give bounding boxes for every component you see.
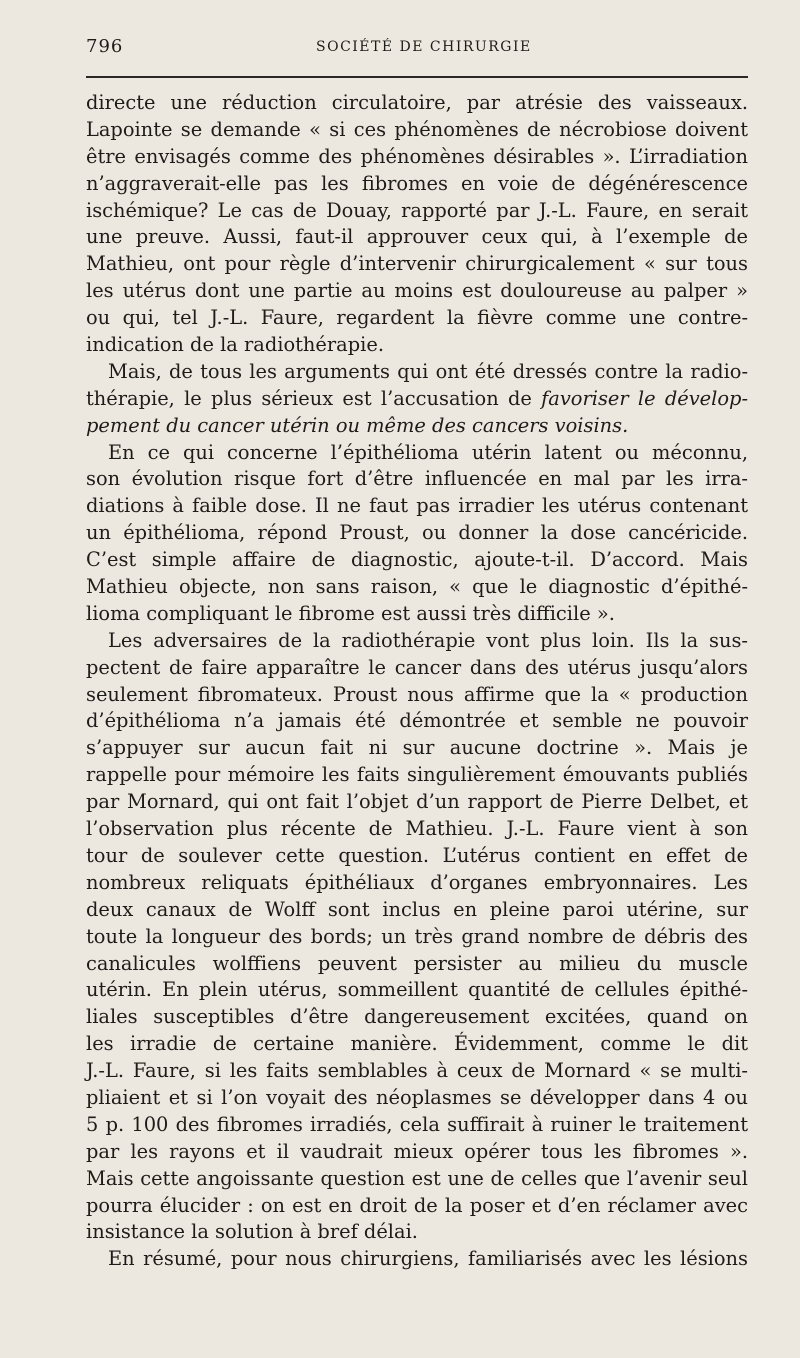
- emphasis-line: pement du cancer utérin ou même des cancers voisins.: [86, 413, 629, 437]
- text-line: Mais cette angoissante question est une de celles que l’avenir seul: [86, 1166, 748, 1190]
- text-line: l’observation plus récente de Mathieu. J.-L. Faure vient à son: [86, 817, 748, 841]
- text-line: un épithélioma, répond Proust, ou donner la dose cancéricide.: [86, 521, 748, 545]
- text-line: pourra élucider : on est en droit de la poser et d’en réclamer avec: [86, 1193, 748, 1217]
- text-line: C’est simple affaire de diagnostic, ajoute-t-il. D’accord. Mais: [86, 548, 748, 572]
- text-line: utérin. En plein utérus, sommeillent quantité de cellules épithé-: [86, 978, 748, 1002]
- text-line: directe une réduction circulatoire, par atrésie des vaisseaux.: [86, 91, 748, 114]
- emphasis-text: favoriser le dévelop-: [541, 386, 748, 410]
- body-text: [86, 90, 748, 1273]
- text-line: insistance la solution à bref délai.: [86, 1220, 418, 1244]
- text-line: Mathieu, ont pour règle d’intervenir chirurgicalement « sur tous: [86, 252, 748, 276]
- page-number: 796: [86, 36, 124, 57]
- text-line: diations à faible dose. Il ne faut pas irradier les utérus contenant: [86, 494, 748, 518]
- text-line: indication de la radiothérapie.: [86, 333, 384, 357]
- text-line: toute la longueur des bords; un très grand nombre de débris des: [86, 924, 748, 948]
- text-line: En résumé, pour nous chirurgiens, familiarisés avec les lésions: [108, 1247, 748, 1271]
- text-line: son évolution risque fort d’être influencée en mal par les irra-: [86, 467, 748, 491]
- text-line: En ce qui concerne l’épithélioma utérin latent ou méconnu,: [108, 440, 748, 464]
- text-line: n’aggraverait-elle pas les fibromes en voie de dégénérescence: [86, 171, 748, 195]
- header-rule: [86, 76, 748, 78]
- text-line: être envisagés comme des phénomènes désirables ». L’irradiation: [86, 144, 748, 168]
- text-line: Les adversaires de la radiothérapie vont plus loin. Ils la sus-: [108, 628, 748, 652]
- text-line: canalicules wolffiens peuvent persister au milieu du muscle: [86, 951, 748, 975]
- text-line: d’épithélioma n’a jamais été démontrée et semble ne pouvoir: [86, 709, 748, 733]
- text-line: rappelle pour mémoire les faits singulièrement émouvants publiés: [86, 763, 748, 787]
- text-line: Mais, de tous les arguments qui ont été dressés contre la radio-: [108, 359, 748, 383]
- text-line: ou qui, tel J.-L. Faure, regardent la fièvre comme une contre-: [86, 306, 748, 330]
- text-line: les irradie de certaine manière. Évidemment, comme le dit: [86, 1032, 748, 1056]
- text-line: par les rayons et il vaudrait mieux opérer tous les fibromes ».: [86, 1139, 748, 1163]
- text-line: Mathieu objecte, non sans raison, « que le diagnostic d’épithé-: [86, 575, 748, 599]
- text-line: ischémique? Le cas de Douay, rapporté par J.-L. Faure, en serait: [86, 198, 748, 222]
- text-line: s’appuyer sur aucun fait ni sur aucune doctrine ». Mais je: [86, 736, 748, 760]
- text-line: Lapointe se demande « si ces phénomènes de nécrobiose doivent: [86, 117, 748, 141]
- text-line: deux canaux de Wolff sont inclus en pleine paroi utérine, sur: [86, 897, 748, 921]
- text-line: seulement fibromateux. Proust nous affirme que la « production: [86, 682, 748, 706]
- text-segment: thérapie, le plus sérieux est l’accusation de: [86, 386, 532, 410]
- text-line: tour de soulever cette question. L’utérus contient en effet de: [86, 843, 748, 867]
- text-line: par Mornard, qui ont fait l’objet d’un rapport de Pierre Delbet, et: [86, 790, 748, 814]
- text-line: pectent de faire apparaître le cancer dans des utérus jusqu’alors: [86, 655, 748, 679]
- text-line: une preuve. Aussi, faut-il approuver ceux qui, à l’exemple de: [86, 225, 748, 249]
- text-line-mixed: [86, 386, 748, 413]
- text-line: les utérus dont une partie au moins est douloureuse au palper »: [86, 279, 748, 303]
- running-head: SOCIÉTÉ DE CHIRURGIE: [316, 39, 532, 55]
- text-line: J.-L. Faure, si les faits semblables à ceux de Mornard « se multi-: [86, 1059, 748, 1083]
- text-line: pliaient et si l’on voyait des néoplasmes se développer dans 4 ou: [86, 1085, 748, 1109]
- text-line: liales susceptibles d’être dangereusement excitées, quand on: [86, 1005, 748, 1029]
- text-line: 5 p. 100 des fibromes irradiés, cela suffirait à ruiner le traitement: [86, 1112, 748, 1136]
- page-header: [86, 36, 748, 60]
- text-line: nombreux reliquats épithéliaux d’organes embryonnaires. Les: [86, 870, 748, 894]
- text-line: lioma compliquant le fibrome est aussi très difficile ».: [86, 601, 615, 625]
